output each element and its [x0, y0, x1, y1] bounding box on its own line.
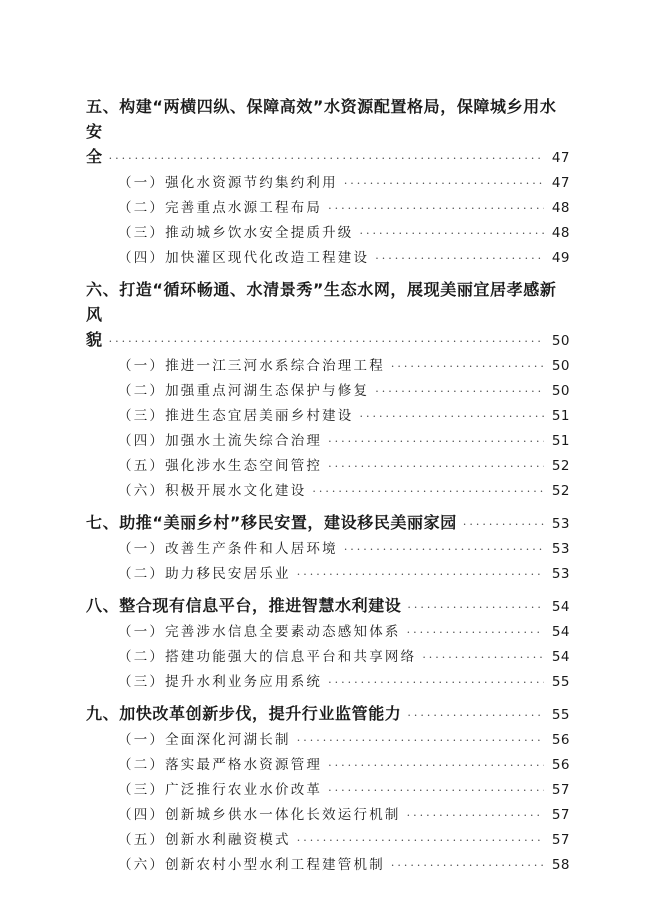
chapter-title: 五、构建“两横四纵、保障高效”水资源配置格局，保障城乡用水安	[86, 97, 557, 141]
dot-leader	[407, 620, 544, 645]
dot-leader	[407, 595, 544, 620]
dot-leader	[360, 404, 545, 429]
page-number: 47	[551, 150, 570, 166]
page-number: 54	[551, 649, 570, 665]
dot-leader	[344, 537, 544, 562]
page-number: 52	[551, 458, 570, 474]
section-title: （二）完善重点水源工程布局	[118, 200, 323, 216]
toc-section[interactable]	[86, 429, 570, 454]
toc-section[interactable]	[86, 479, 570, 504]
section-title: （六）创新农村小型水利工程建管机制	[118, 857, 385, 873]
page-number: 50	[551, 358, 570, 374]
dot-leader	[297, 562, 544, 587]
dot-leader	[391, 853, 544, 878]
toc-chapter[interactable]	[86, 593, 570, 620]
chapter-title: 六、打造“循环畅通、水清景秀”生态水网，展现美丽宜居孝感新风	[86, 280, 557, 324]
section-title: （三）广泛推行农业水价改革	[118, 782, 323, 798]
page-number: 48	[551, 200, 570, 216]
toc-section[interactable]	[86, 221, 570, 246]
toc-section[interactable]	[86, 753, 570, 778]
dot-leader	[344, 171, 544, 196]
page-number: 54	[551, 599, 570, 615]
dot-leader	[463, 512, 544, 537]
chapter-title-continued: 貌	[86, 330, 103, 349]
section-title: （四）加快灌区现代化改造工程建设	[118, 250, 370, 266]
toc-section[interactable]	[86, 354, 570, 379]
section-title: （二）落实最严格水资源管理	[118, 757, 323, 773]
toc-section[interactable]	[86, 404, 570, 429]
chapter-title: 八、整合现有信息平台，推进智慧水利建设	[86, 596, 402, 615]
page-number: 50	[551, 383, 570, 399]
page-number: 55	[551, 707, 570, 723]
chapter-title-continued: 全	[86, 147, 103, 166]
dot-leader	[297, 828, 544, 853]
section-title: （一）完善涉水信息全要素动态感知体系	[118, 624, 401, 640]
toc-section[interactable]	[86, 379, 570, 404]
section-title: （一）全面深化河湖长制	[118, 732, 291, 748]
section-title: （二）搭建功能强大的信息平台和共享网络	[118, 649, 417, 665]
dot-leader	[297, 728, 544, 753]
dot-leader	[391, 354, 544, 379]
page-number: 50	[551, 333, 570, 349]
chapter-title: 九、加快改革创新步伐，提升行业监管能力	[86, 704, 402, 723]
section-title: （一）改善生产条件和人居环境	[118, 541, 338, 557]
section-title: （五）创新水利融资模式	[118, 832, 291, 848]
dot-leader	[375, 379, 544, 404]
section-title: （二）助力移民安居乐业	[118, 566, 291, 582]
toc-section[interactable]	[86, 778, 570, 803]
section-title: （三）提升水利业务应用系统	[118, 674, 323, 690]
toc-section[interactable]	[86, 454, 570, 479]
dot-leader	[407, 703, 544, 728]
page-number: 53	[551, 516, 570, 532]
section-title: （一）强化水资源节约集约利用	[118, 175, 338, 191]
page-number: 57	[551, 807, 570, 823]
dot-leader	[109, 146, 544, 171]
toc-section[interactable]	[86, 645, 570, 670]
section-title: （五）强化涉水生态空间管控	[118, 458, 323, 474]
toc-chapter[interactable]	[86, 510, 570, 537]
section-title: （二）加强重点河湖生态保护与修复	[118, 383, 370, 399]
page-number: 54	[551, 624, 570, 640]
toc-section[interactable]	[86, 803, 570, 828]
toc-section[interactable]	[86, 620, 570, 645]
table-of-contents	[86, 94, 570, 878]
dot-leader	[328, 670, 544, 695]
toc-chapter[interactable]	[86, 701, 570, 728]
dot-leader	[360, 221, 545, 246]
section-title: （三）推进生态宜居美丽乡村建设	[118, 408, 354, 424]
dot-leader	[407, 803, 544, 828]
toc-section[interactable]	[86, 562, 570, 587]
toc-section[interactable]	[86, 537, 570, 562]
section-title: （四）加强水土流失综合治理	[118, 433, 323, 449]
dot-leader	[312, 479, 544, 504]
page-number: 49	[551, 250, 570, 266]
page-number: 53	[551, 541, 570, 557]
section-title: （四）创新城乡供水一体化长效运行机制	[118, 807, 401, 823]
dot-leader	[109, 329, 544, 354]
toc-section[interactable]	[86, 670, 570, 695]
dot-leader	[328, 753, 544, 778]
toc-section[interactable]	[86, 171, 570, 196]
chapter-title: 七、助推“美丽乡村”移民安置，建设移民美丽家园	[86, 513, 457, 532]
dot-leader	[375, 246, 544, 271]
page-number: 48	[551, 225, 570, 241]
page-number: 47	[551, 175, 570, 191]
toc-section[interactable]	[86, 246, 570, 271]
section-title: （六）积极开展水文化建设	[118, 483, 307, 499]
page-number: 51	[551, 433, 570, 449]
dot-leader	[328, 429, 544, 454]
page-number: 56	[551, 757, 570, 773]
page-number: 52	[551, 483, 570, 499]
toc-section[interactable]	[86, 196, 570, 221]
dot-leader	[328, 778, 544, 803]
section-title: （一）推进一江三河水系综合治理工程	[118, 358, 385, 374]
toc-section[interactable]	[86, 728, 570, 753]
toc-chapter[interactable]	[86, 277, 570, 354]
page-number: 55	[551, 674, 570, 690]
toc-section[interactable]	[86, 853, 570, 878]
page-number: 57	[551, 782, 570, 798]
page-number: 51	[551, 408, 570, 424]
page-number: 57	[551, 832, 570, 848]
section-title: （三）推动城乡饮水安全提质升级	[118, 225, 354, 241]
page-number: 56	[551, 732, 570, 748]
page-number: 58	[551, 857, 570, 873]
dot-leader	[328, 454, 544, 479]
toc-chapter[interactable]	[86, 94, 570, 171]
page-number: 53	[551, 566, 570, 582]
toc-section[interactable]	[86, 828, 570, 853]
dot-leader	[422, 645, 544, 670]
dot-leader	[328, 196, 544, 221]
